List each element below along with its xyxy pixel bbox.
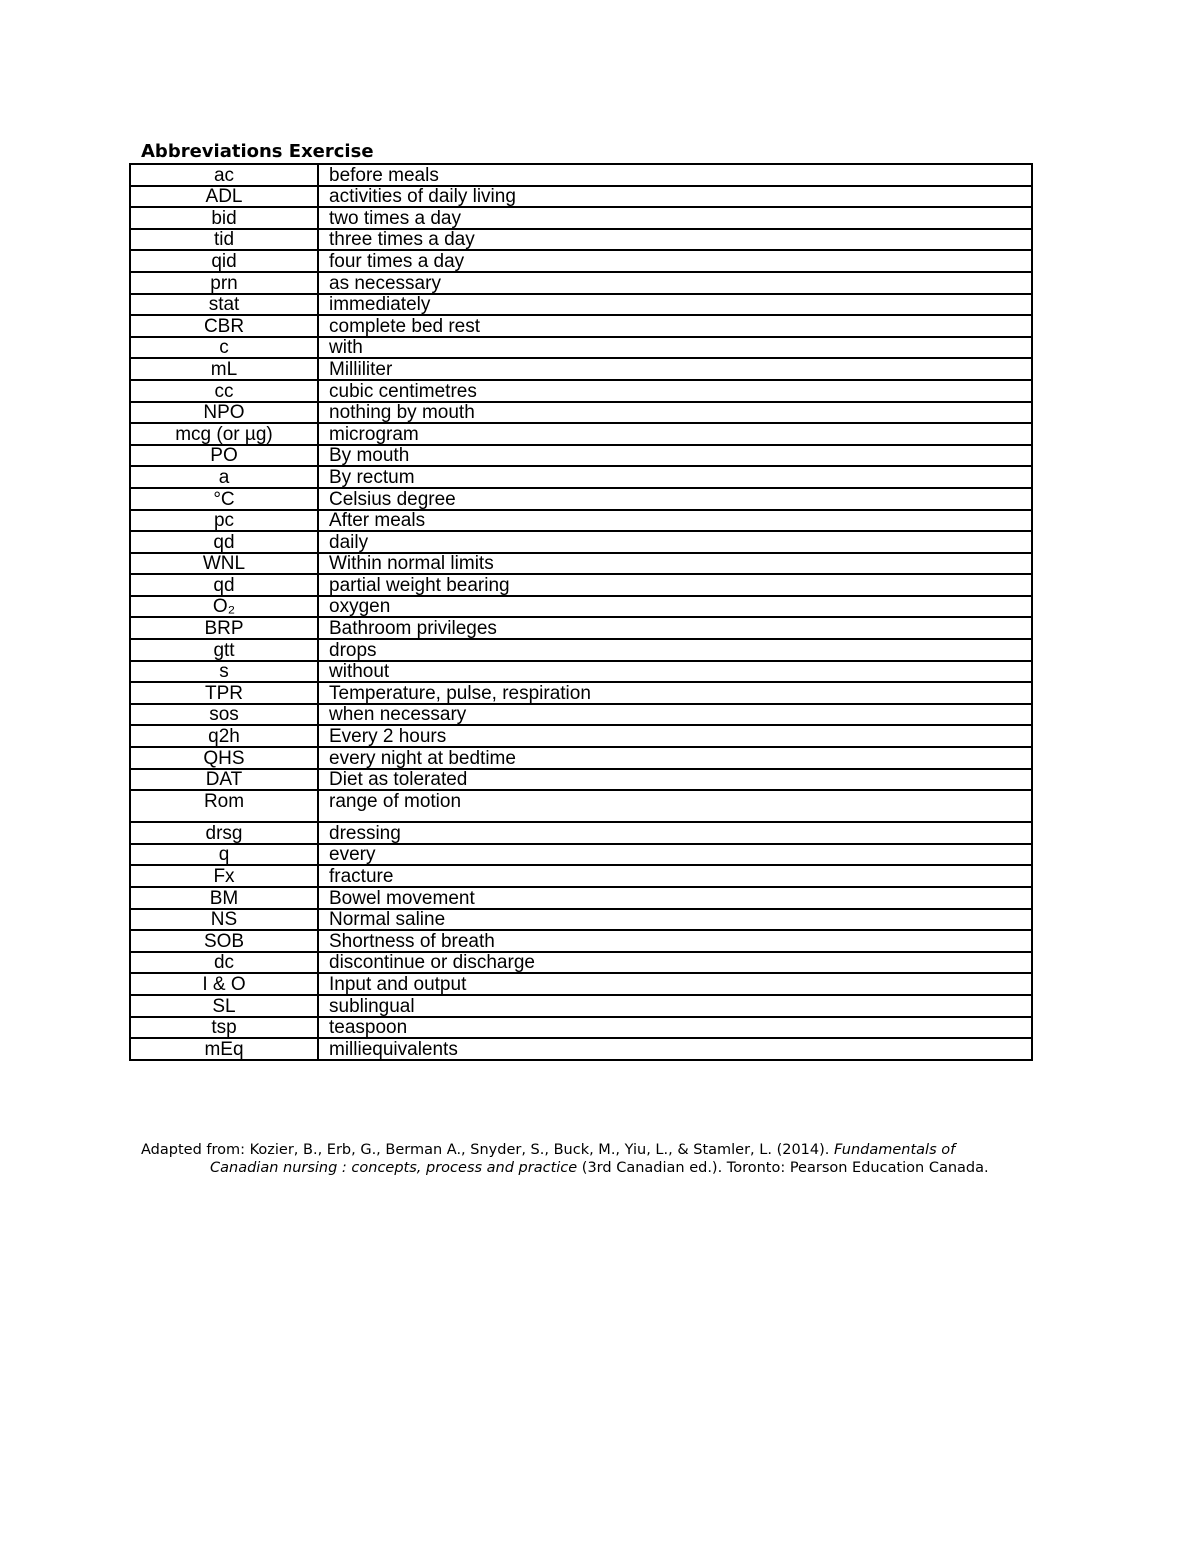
table-row xyxy=(130,445,1032,467)
abbreviation-cell: gtt xyxy=(130,639,318,661)
meaning-cell: fracture xyxy=(318,865,1032,887)
abbreviation-cell: cc xyxy=(130,380,318,402)
table-row xyxy=(130,639,1032,661)
meaning-cell: activities of daily living xyxy=(318,186,1032,208)
table-row xyxy=(130,315,1032,337)
meaning-cell: four times a day xyxy=(318,250,1032,272)
meaning-cell: nothing by mouth xyxy=(318,402,1032,424)
table-row xyxy=(130,930,1032,952)
meaning-cell: every xyxy=(318,844,1032,866)
meaning-cell: every night at bedtime xyxy=(318,747,1032,769)
table-row xyxy=(130,531,1032,553)
table-row xyxy=(130,250,1032,272)
meaning-cell: as necessary xyxy=(318,272,1032,294)
meaning-cell: immediately xyxy=(318,294,1032,316)
meaning-cell: Diet as tolerated xyxy=(318,769,1032,791)
table-row xyxy=(130,1017,1032,1039)
meaning-cell: range of motion xyxy=(318,790,1032,822)
table-row xyxy=(130,725,1032,747)
meaning-cell: when necessary xyxy=(318,704,1032,726)
table-row xyxy=(130,186,1032,208)
table-row xyxy=(130,769,1032,791)
table-row xyxy=(130,952,1032,974)
table-row xyxy=(130,909,1032,931)
meaning-cell: cubic centimetres xyxy=(318,380,1032,402)
table-row xyxy=(130,682,1032,704)
abbreviation-cell: qd xyxy=(130,531,318,553)
citation-title-part-1: Fundamentals of xyxy=(834,1142,956,1158)
table-row xyxy=(130,380,1032,402)
meaning-cell: Bathroom privileges xyxy=(318,617,1032,639)
meaning-cell: By mouth xyxy=(318,445,1032,467)
abbreviation-cell: TPR xyxy=(130,682,318,704)
meaning-cell: oxygen xyxy=(318,596,1032,618)
meaning-cell: complete bed rest xyxy=(318,315,1032,337)
abbreviation-cell: pc xyxy=(130,510,318,532)
table-row xyxy=(130,822,1032,844)
page-title: Abbreviations Exercise xyxy=(141,141,374,162)
meaning-cell: Input and output xyxy=(318,973,1032,995)
abbreviation-cell: q xyxy=(130,844,318,866)
meaning-cell: three times a day xyxy=(318,229,1032,251)
table-row xyxy=(130,747,1032,769)
citation-title-part-2: Canadian nursing : concepts, process and practice xyxy=(210,1160,578,1176)
abbreviation-cell: prn xyxy=(130,272,318,294)
table-row xyxy=(130,844,1032,866)
citation-prefix: Adapted from: Kozier, B., Erb, G., Berman A., Snyder, S., Buck, M., Yiu, L., & Stamler, L. (2014). xyxy=(141,1142,835,1158)
table-row xyxy=(130,488,1032,510)
table-row xyxy=(130,207,1032,229)
table-row xyxy=(130,553,1032,575)
table-row xyxy=(130,1038,1032,1060)
meaning-cell: After meals xyxy=(318,510,1032,532)
table-row xyxy=(130,164,1032,186)
meaning-cell: without xyxy=(318,661,1032,683)
abbreviation-cell: bid xyxy=(130,207,318,229)
meaning-cell: with xyxy=(318,337,1032,359)
table-row xyxy=(130,995,1032,1017)
meaning-cell: Shortness of breath xyxy=(318,930,1032,952)
table-row xyxy=(130,229,1032,251)
table-row xyxy=(130,661,1032,683)
abbreviation-cell: qd xyxy=(130,574,318,596)
abbreviation-cell: CBR xyxy=(130,315,318,337)
abbreviation-cell: BM xyxy=(130,887,318,909)
meaning-cell: sublingual xyxy=(318,995,1032,1017)
meaning-cell: discontinue or discharge xyxy=(318,952,1032,974)
abbreviation-cell: NS xyxy=(130,909,318,931)
meaning-cell: Bowel movement xyxy=(318,887,1032,909)
abbreviation-cell: BRP xyxy=(130,617,318,639)
meaning-cell: Temperature, pulse, respiration xyxy=(318,682,1032,704)
abbreviation-cell: PO xyxy=(130,445,318,467)
citation-line-2 xyxy=(141,1159,1071,1177)
table-row xyxy=(130,865,1032,887)
table-row xyxy=(130,294,1032,316)
abbreviation-cell: stat xyxy=(130,294,318,316)
abbreviation-cell: sos xyxy=(130,704,318,726)
abbreviation-cell: qid xyxy=(130,250,318,272)
table-row xyxy=(130,337,1032,359)
abbreviation-cell: q2h xyxy=(130,725,318,747)
table-row xyxy=(130,790,1032,822)
meaning-cell: Within normal limits xyxy=(318,553,1032,575)
table-row xyxy=(130,423,1032,445)
meaning-cell: Celsius degree xyxy=(318,488,1032,510)
meaning-cell: partial weight bearing xyxy=(318,574,1032,596)
abbreviation-cell: SL xyxy=(130,995,318,1017)
abbreviation-cell: WNL xyxy=(130,553,318,575)
meaning-cell: Every 2 hours xyxy=(318,725,1032,747)
abbreviations-table-body xyxy=(130,164,1032,1060)
abbreviation-cell: °C xyxy=(130,488,318,510)
table-row xyxy=(130,704,1032,726)
table-row xyxy=(130,402,1032,424)
abbreviation-cell: ac xyxy=(130,164,318,186)
table-row xyxy=(130,617,1032,639)
abbreviation-cell: Rom xyxy=(130,790,318,822)
table-row xyxy=(130,272,1032,294)
abbreviation-cell: mEq xyxy=(130,1038,318,1060)
meaning-cell: before meals xyxy=(318,164,1032,186)
abbreviation-cell: I & O xyxy=(130,973,318,995)
abbreviation-cell: tsp xyxy=(130,1017,318,1039)
abbreviation-cell: O₂ xyxy=(130,596,318,618)
abbreviation-cell: ADL xyxy=(130,186,318,208)
abbreviation-cell: mL xyxy=(130,358,318,380)
abbreviation-cell: SOB xyxy=(130,930,318,952)
abbreviation-cell: mcg (or µg) xyxy=(130,423,318,445)
meaning-cell: teaspoon xyxy=(318,1017,1032,1039)
meaning-cell: two times a day xyxy=(318,207,1032,229)
table-row xyxy=(130,973,1032,995)
meaning-cell: Milliliter xyxy=(318,358,1032,380)
table-row xyxy=(130,887,1032,909)
abbreviation-cell: NPO xyxy=(130,402,318,424)
meaning-cell: Normal saline xyxy=(318,909,1032,931)
citation xyxy=(141,1141,1071,1177)
table-row xyxy=(130,358,1032,380)
meaning-cell: drops xyxy=(318,639,1032,661)
abbreviation-cell: Fx xyxy=(130,865,318,887)
citation-line-1 xyxy=(141,1141,1071,1159)
abbreviations-table xyxy=(129,163,1033,1061)
table-row xyxy=(130,596,1032,618)
table-row xyxy=(130,466,1032,488)
abbreviation-cell: tid xyxy=(130,229,318,251)
abbreviation-cell: dc xyxy=(130,952,318,974)
table-row xyxy=(130,510,1032,532)
meaning-cell: milliequivalents xyxy=(318,1038,1032,1060)
citation-suffix: (3rd Canadian ed.). Toronto: Pearson Education Canada. xyxy=(577,1160,989,1176)
abbreviation-cell: DAT xyxy=(130,769,318,791)
abbreviation-cell: s xyxy=(130,661,318,683)
abbreviation-cell: QHS xyxy=(130,747,318,769)
meaning-cell: daily xyxy=(318,531,1032,553)
abbreviation-cell: c xyxy=(130,337,318,359)
meaning-cell: dressing xyxy=(318,822,1032,844)
abbreviation-cell: drsg xyxy=(130,822,318,844)
table-row xyxy=(130,574,1032,596)
meaning-cell: microgram xyxy=(318,423,1032,445)
meaning-cell: By rectum xyxy=(318,466,1032,488)
abbreviation-cell: a xyxy=(130,466,318,488)
